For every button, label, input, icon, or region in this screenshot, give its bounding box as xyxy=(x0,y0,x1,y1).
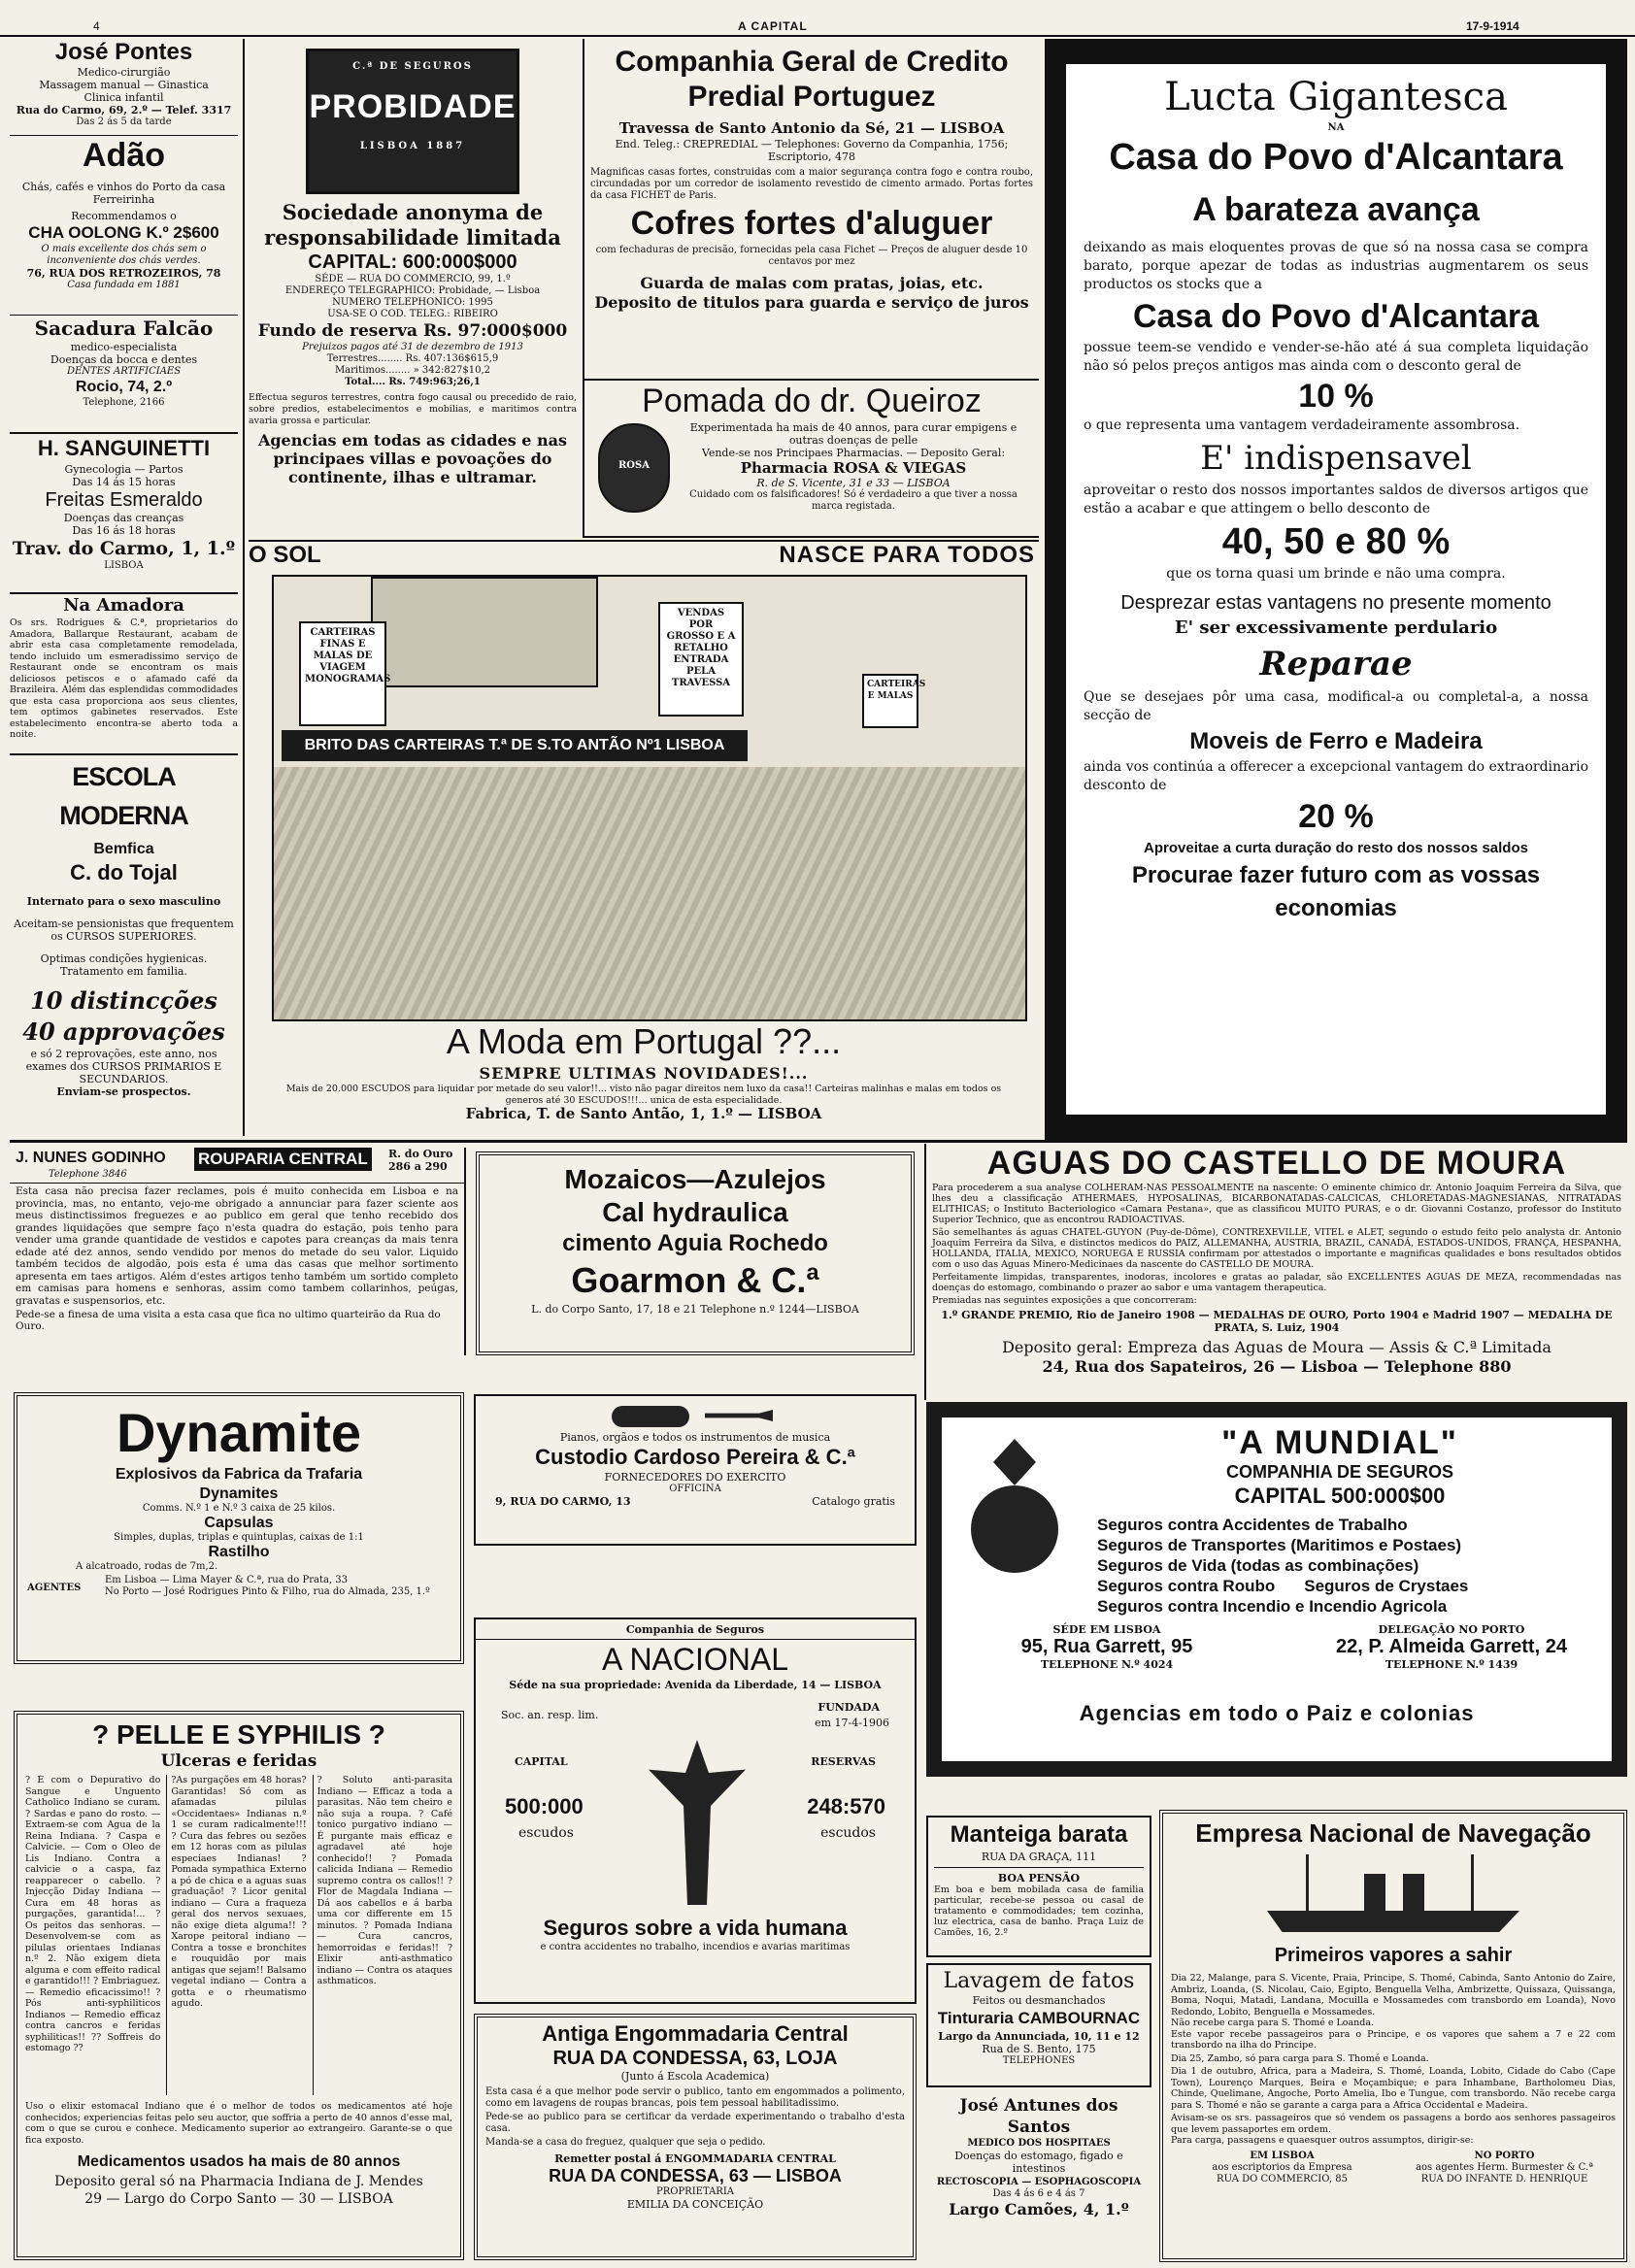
credito-luggage: Guarda de malas com pratas, joias, etc. xyxy=(640,274,984,292)
adao-line: Recommendamos o xyxy=(71,210,177,222)
nacional-capital-unit: escudos xyxy=(518,1825,574,1841)
credito-telegraph: End. Teleg.: CREPREDIAL — Telephones: Governo da Companhia, 1756; Escriptorio, 478 xyxy=(615,138,1009,163)
brito-sign-right-text: VENDAS POR GROSSO E A RETALHO ENTRADA PELA TRAVESSA xyxy=(666,608,736,688)
probidade-line: Maritimos........ » 342:827$10,2 xyxy=(334,365,491,376)
queiroz-line: Vende-se nos Principaes Pharmacias. — Deposito Geral: xyxy=(701,447,1006,459)
sanguinetti-doctor: Freitas Esmeraldo xyxy=(45,489,203,511)
roupa-owner: J. NUNES GODINHO xyxy=(16,1150,166,1166)
navegacao-porto-label: NO PORTO xyxy=(1474,2150,1535,2161)
alcantara-headline: A barateza avança xyxy=(1192,191,1480,228)
brito-sign-small-text: CARTEIRAS E MALAS xyxy=(867,680,926,701)
pelle-address: 29 — Largo do Corpo Santo — 30 — LISBOA xyxy=(84,2191,393,2207)
brito-address: Fabrica, T. de Santo Antão, 1, 1.º — LISBOA xyxy=(465,1105,822,1122)
queiroz-title: Pomada do dr. Queiroz xyxy=(642,383,982,419)
escola-line: Internato para o sexo masculino xyxy=(26,895,221,908)
pelle-tagline: Medicamentos usados ha mais de 80 annos xyxy=(77,2153,401,2170)
ad-aguas-moura xyxy=(924,1144,1627,1400)
escola-distinctions: 10 distincções xyxy=(30,986,217,1015)
queiroz-seal-text: ROSA xyxy=(617,460,650,471)
engommadaria-name: Antiga Engommadaria Central xyxy=(542,2021,849,2046)
nacional-founded-label: FUNDADA xyxy=(818,1701,880,1714)
engommadaria-owner: EMILIA DA CONCEIÇÃO xyxy=(626,2198,764,2211)
santos-title: MEDICO DOS HOSPITAES xyxy=(967,2138,1111,2149)
mundial-title: "A MUNDIAL" xyxy=(1221,1424,1458,1461)
mundial-porto-phone: TELEPHONE N.º 1439 xyxy=(1385,1658,1518,1671)
navegacao-lisbon-address: RUA DO COMMERCIO, 85 xyxy=(1217,2173,1348,2185)
dynamite-product: Dynamites xyxy=(199,1485,279,1502)
mundial-insurance-crystal: Seguros de Crystaes xyxy=(1304,1577,1469,1595)
ship-illustration xyxy=(1267,1854,1519,1942)
escola-prospectus: Enviam-se prospectos. xyxy=(56,1085,191,1098)
alcantara-reparae: Reparae xyxy=(1259,645,1413,684)
santos-address: Largo Camões, 4, 1.º xyxy=(949,2200,1129,2218)
dynamite-agents-label: AGENTES xyxy=(27,1583,82,1593)
escola-line: Optimas condições hygienicas. Tratamento em familia. xyxy=(40,952,208,978)
alcantara-moveis: Moveis de Ferro e Madeira xyxy=(1189,728,1483,754)
sanguinetti-line: Gynecologia — Partos xyxy=(64,463,184,476)
pensao-text: Em boa e bem mobilada casa de familia particular, recebe-se pessoa ou casal de tratamento e commodidades; tem cozinha, luz electrica, casa de banho. Praça Luiz de Camões, 16, 2.º xyxy=(934,1884,1144,1938)
engommadaria-text: Pede-se ao publico para se certificar da verdade experimentando o trabalho d'esta casa. xyxy=(485,2112,905,2134)
lavagem-title: Lavagem de fatos xyxy=(943,1969,1135,1993)
nacional-life-insurance: Seguros sobre a vida humana xyxy=(543,1916,848,1940)
newspaper-name: A CAPITAL xyxy=(738,19,808,33)
escola-line: e só 2 reprovações, este anno, nos exames dos CURSOS PRIMARIOS E SECUNDARIOS. xyxy=(25,1048,222,1085)
ad-casa-povo-alcantara xyxy=(1045,39,1627,1140)
probidade-reserve: Fundo de reserva Rs. 97:000$000 xyxy=(257,321,568,341)
dynamite-title: Dynamite xyxy=(116,1402,362,1463)
navegacao-lisbon-office: aos escriptorios da Empresa xyxy=(1212,2161,1352,2173)
roupa-phone: Telephone 3846 xyxy=(49,1169,127,1180)
probidade-line: SÉDE — RUA DO COMMERCIO, 99, 1.º xyxy=(315,274,511,284)
queiroz-address: R. de S. Vicente, 31 e 33 — LISBOA xyxy=(756,477,951,489)
sanguinetti-line: Doenças das creanças xyxy=(63,512,184,524)
adao-address: 76, RUA DOS RETROZEIROS, 78 xyxy=(26,267,221,280)
alcantara-aproveitae: Aproveitae a curta duração do resto dos nossos saldos xyxy=(1144,840,1528,856)
probidade-line: ENDEREÇO TELEGRAPHICO: Probidade, — Lisboa xyxy=(284,285,541,296)
mozaicos-company: Goarmon & C.ª xyxy=(571,1260,819,1300)
amadora-text: Os srs. Rodrigues & C.ª, proprietarios do Amadora, Ballarque Restaurant, acabam de abrir esta casa completamente remodelada, tendo incluido um esmeradissimo serviço de Restaurant onde se encontram os mais deliciosos petiscos e o afamado café da Brazileira. Além das esplendidas commodidades que esta casa proporciona aos seus clientes, tem optimos gabinetes reservados. Este estabelecimento encontra-se aberto toda a noite. xyxy=(10,617,238,740)
pontes-name: José Pontes xyxy=(54,39,193,65)
trumpet-icon xyxy=(705,1410,773,1421)
brito-storefront-banner xyxy=(282,730,748,761)
mundial-insurance-list xyxy=(1097,1515,1602,1617)
mundial-inner xyxy=(942,1418,1612,1761)
mundial-insurance-item: Seguros contra Accidentes de Trabalho xyxy=(1097,1516,1408,1534)
roupa-last: Pede-se a finesa de uma visita a esta casa que fica no ultimo quarteirão da Rua do Ouro. xyxy=(16,1309,441,1332)
nacional-founded-date: em 17-4-1906 xyxy=(815,1717,889,1729)
ad-escola-moderna xyxy=(10,757,238,1134)
probidade-line: NUMERO TELEPHONICO: 1995 xyxy=(332,297,493,308)
ad-brito-carteiras xyxy=(249,540,1039,1140)
probidade-total: Total.... Rs. 749:963;26,1 xyxy=(345,377,481,387)
page-date: 17-9-1914 xyxy=(1466,19,1519,33)
moura-address: 24, Rua dos Sapateiros, 26 — Lisboa — Telephone 880 xyxy=(1042,1357,1512,1376)
probidade-line: Effectua seguros terrestres, contra fogo causal ou precedido de raio, sobre predios, estabelecimentos e mobilias, e maritimos contra avaria grossa e particular. xyxy=(249,392,577,426)
column-rule xyxy=(243,39,245,1136)
nacional-company-type: Soc. an. resp. lim. xyxy=(501,1709,599,1721)
ad-engommadaria-central xyxy=(474,2014,917,2260)
brito-emblem xyxy=(371,577,598,687)
custodio-catalogue: Catalogo gratis xyxy=(812,1495,895,1508)
adao-line: O mais excellente dos chás sem o inconveniente dos chás verdes. xyxy=(41,244,207,266)
sacadura-line: DENTES ARTIFICIAES xyxy=(66,366,182,377)
roupa-shop-name xyxy=(194,1148,372,1171)
brito-crowd xyxy=(274,767,1025,1019)
navegacao-paragraph: Dia 25, Zambo, só para carga para S. Thomé e Loanda. xyxy=(1171,2052,1429,2064)
engommadaria-address-2: RUA DA CONDESSA, 63 — LISBOA xyxy=(549,2166,842,2185)
pontes-line: Clinica infantil xyxy=(83,91,164,104)
mundial-insurance-item: Seguros de Transportes (Maritimos e Postaes) xyxy=(1097,1536,1462,1554)
alcantara-title: Lucta Gigantesca xyxy=(1164,75,1508,119)
alcantara-discount-10: 10 % xyxy=(1298,378,1374,415)
dynamite-agent: No Porto — José Rodrigues Pinto & Filho, rua do Almada, 235, 1.º xyxy=(105,1586,430,1597)
navegacao-offices xyxy=(1171,2151,1616,2185)
mundial-porto-label: DELEGAÇÃO NO PORTO xyxy=(1378,1623,1525,1636)
brito-slogan-right: NASCE PARA TODOS xyxy=(779,542,1035,568)
sacadura-line: medico-especialista xyxy=(70,341,178,353)
ad-adao xyxy=(10,136,238,316)
pelle-column: ? Soluto anti-parasita Indiano — Efficaz a toda a parasitas. Não tem cheiro e não suja a roupa. ? Café tonico purgativo indiano — É purgante mais efficaz e agradavel até hoje conhecido!! ? Pomada calicida Indiana — Remedio supremo contra os callos!! ? Flor de Magdala Indiana — Dá aos cabellos e á barba uma cor differente em 15 minutos. ? Pomada Indiana — Cura cancros, hemorroidas e feridas!! ? Elixir anti-asthmatico indiano — Contra os ataques asthmaticos. xyxy=(313,1775,452,2095)
custodio-instruments xyxy=(476,1402,915,1431)
dynamite-line: Comms. N.º 1 e N.º 3 caixa de 25 kilos. xyxy=(142,1503,336,1514)
mundial-subtitle: COMPANHIA DE SEGUROS xyxy=(1225,1462,1454,1482)
queiroz-seal xyxy=(598,423,670,513)
ad-a-mundial xyxy=(926,1402,1627,1777)
ad-pomada-queiroz xyxy=(583,381,1039,538)
roupa-shop-label: ROUPARIA CENTRAL xyxy=(198,1150,368,1168)
nacional-reserve-unit: escudos xyxy=(820,1825,876,1841)
navegacao-porto-address: RUA DO INFANTE D. HENRIQUE xyxy=(1420,2173,1588,2185)
page-number: 4 xyxy=(93,19,100,33)
custodio-company: Custodio Cardoso Pereira & C.ª xyxy=(535,1445,855,1469)
mundial-agencies: Agencias em todo o Paiz e colonias xyxy=(1079,1701,1475,1725)
santos-hours: Das 4 ás 6 e 4 ás 7 xyxy=(992,2188,1085,2199)
probidade-logo xyxy=(306,49,519,194)
engommadaria-text: Esta casa é a que melhor pode servir o publico, tanto em engommados a polimento, como em lavagens de roupas brancas, pois tem pessoal habilitadissimo. xyxy=(485,2086,905,2109)
adao-founded: Casa fundada em 1881 xyxy=(67,280,181,290)
moura-prizes: 1.º GRANDE PREMIO, Rio de Janeiro 1908 — MEDALHAS DE OURO, Porto 1904 e Madrid 1907 — MEDALHA DE PRATA, S. Luiz, 1904 xyxy=(941,1309,1613,1334)
engommadaria-address: RUA DA CONDESSA, 63, LOJA xyxy=(552,2048,838,2069)
nacional-capital-value: 500:000 xyxy=(505,1794,584,1818)
sanguinetti-city: LISBOA xyxy=(104,560,144,571)
mundial-insurance-item xyxy=(1097,1576,1602,1596)
alcantara-na: NA xyxy=(1327,122,1345,133)
brito-subheadline: SEMPRE ULTIMAS NOVIDADES!... xyxy=(479,1064,809,1083)
alcantara-discount-big: 40, 50 e 80 % xyxy=(1221,521,1451,562)
ad-na-amadora xyxy=(10,594,238,755)
probidade-line: Prejuizos pagos até 31 de dezembro de 1913 xyxy=(302,342,523,352)
mundial-porto-address: 22, P. Almeida Garrett, 24 xyxy=(1336,1636,1567,1657)
pelle-title: ? PELLE E SYPHILIS ? xyxy=(92,1719,385,1750)
custodio-line: Pianos, orgãos e todos os instrumentos de musica xyxy=(559,1431,831,1444)
pelle-column: ? É com o Depurativo do Sangue e Unguento Catholico Indiano se curam. ? Sardas e pano do rosto. — Extraem-se com Agua de la Reina Indiana. ? Caspa e Calvicie. — Com o Oleo de Lis Indiano. Contra a calvicie o a caspa, faz reapparecer o cabello. ? Injecção Diday Indiana — Cura em 48 horas as purgações, garantida!... ? Os peitos das senhoras. — Desenvolvem-se com as pilulas orientaes Indianas n.º 2. Não exigem dieta alguma e com effeito radical e garantido!!! ? Embriaguez. — Remedio eficacissimo!! ? Pós anti-syphiliticos Indianos — Remedio efficaz contra cancros e feridas syphiliticas!! ?? Soffreis do estomago ?? xyxy=(25,1775,161,2053)
dynamite-product: Capsulas xyxy=(204,1515,274,1531)
alcantara-store: Casa do Povo d'Alcantara xyxy=(1109,137,1563,178)
ad-lavagem-fatos xyxy=(926,1963,1151,2087)
credito-title: Companhia Geral de Credito Predial Portuguez xyxy=(615,46,1009,113)
alcantara-text: que os torna quasi um brinde e não uma compra. xyxy=(1166,566,1506,582)
probidade-logo-sub: LISBOA 1887 xyxy=(359,141,466,151)
alcantara-text: aproveitar o resto dos nossos importantes saldos de diversos artigos que estão a acabar e que attingem o bello desconto de xyxy=(1084,483,1588,517)
mozaicos-line: Cal hydraulica xyxy=(602,1197,788,1227)
ad-sanguinetti xyxy=(10,434,238,594)
moura-paragraph: São semelhantes ás aguas CHATEL-GUYON (Puy-de-Dôme), CONTREXEVILLE, VITEL e ALET, segundo o estudo feito pelo analysta dr. Antonio Joaquim Ferreira da Silva, e distinctos medicos do PAIZ, ALLEMANHA, AUSTRIA, BRAZIL, CANADÁ, ESTADOS-UNIDOS, FRANÇA, HESPANHA, HOLLANDA, ITALIA, MEXICO, NORUEGA E RUSSIA confirmam por attestados o importante e magnificas qualidades e bons resultados obtidos com o uso das Aguas Minero-Medicinaes da nascente do CASTELLO DE MOURA. xyxy=(932,1227,1621,1270)
probidade-company-type: Sociedade anonyma de responsabilidade limitada xyxy=(264,200,561,250)
violin-icon xyxy=(612,1406,689,1427)
roupa-text: Esta casa não precisa fazer reclames, pois é muito conhecida em Lisboa e na provincia, mas, no entanto, vejo-me obrigado a annunciar para fazer sciente aos meus distinctissimos freguezes e ao publico em geral que tenho recebido dos grandes liquidações que sempre faço n'esta quadra do estação, pois tenho para vender uma grande quantidade de vestidos e capotes para creanças da mais tenra edade até dez annos, sendo vendido por menos do metade do seu valor. Liquido também tecidos de algodão, pois esta é uma das casas que melhor sortimento apresenta em taes artigos. Além d'estes artigos tenho também um sortido completo em camisas para homens e senhoras, assim como tambem collarinhos, peúgas, gravatas e suspensorios, etc. xyxy=(16,1185,458,1307)
brito-sign-right xyxy=(658,602,744,717)
ad-antunes-santos xyxy=(926,2091,1151,2262)
dynamite-product: Rastilho xyxy=(208,1544,270,1560)
queiroz-pharmacy: Pharmacia ROSA & VIEGAS xyxy=(740,459,967,477)
mozaicos-line: Mozaicos—Azulejos xyxy=(564,1164,826,1194)
escola-place: C. do Tojal xyxy=(70,860,178,884)
nacional-reserve-label: RESERVAS xyxy=(811,1755,876,1768)
queiroz-warning: Cuidado com os falsificadores! Só é verdadeiro a que tiver a nossa marca registada. xyxy=(689,489,1018,512)
roupa-header xyxy=(10,1148,464,1184)
engommadaria-owner-label: PROPRIETARIA xyxy=(655,2186,734,2197)
credito-deposit: Deposito de titulos para guarda e serviço de juros xyxy=(594,293,1029,312)
ad-probidade xyxy=(249,39,577,551)
sacadura-address: Rocio, 74, 2.º xyxy=(75,379,173,395)
probidade-logo-top: C.ª DE SEGUROS xyxy=(352,61,473,72)
lavagem-subtitle: Feitos ou desmanchados xyxy=(972,1994,1106,2007)
alcantara-store-2: Casa do Povo d'Alcantara xyxy=(1132,298,1540,335)
pelle-subtitle: Ulceras e feridas xyxy=(160,1751,317,1771)
page-header xyxy=(0,17,1635,37)
engommadaria-text: Manda-se a casa do freguez, qualquer que seja o pedido. xyxy=(485,2137,766,2148)
navegacao-porto-agents: aos agentes Herm. Burmester & C.ª xyxy=(1416,2161,1593,2173)
probidade-line: Terrestres........ Rs. 407:136$615,9 xyxy=(326,353,499,364)
credito-vaults: Magnificas casas fortes, construidas com a maior segurança contra fogo e contra roubo, circundadas por um corredor de isolamento revestido de cimento armado. Portas fortes da casa FICHET de Paris. xyxy=(590,167,1033,201)
sanguinetti-line: Das 14 ás 15 horas xyxy=(72,476,176,488)
santos-specialty-2: RECTOSCOPIA — ESOPHAGOSCOPIA xyxy=(936,2177,1142,2187)
santos-name: José Antunes dos Santos xyxy=(959,2096,1118,2137)
ad-jose-pontes xyxy=(10,39,238,136)
ad-rouparia-central xyxy=(10,1148,466,1355)
adao-name: Adão xyxy=(83,137,165,174)
mundial-lisbon-address: 95, Rua Garrett, 95 xyxy=(1020,1636,1193,1657)
nacional-angel-icon xyxy=(649,1740,746,1905)
manteiga-address: RUA DA GRAÇA, 111 xyxy=(934,1851,1144,1868)
manteiga-title: Manteiga barata xyxy=(950,1821,1128,1848)
custodio-line: FORNECEDORES DO EXERCITO xyxy=(604,1471,786,1484)
ad-manteiga-barata xyxy=(926,1816,1151,1957)
ad-pelle-syphilis xyxy=(14,1711,464,2260)
brito-text: Mais de 20.000 ESCUDOS para liquidar por metade do seu valor!!... visto não pagar direitos nem luxo da casa!! Carteiras malinhas e malas em todos os generos até 30 ESCUDOS!!!... unica de esta especialidade. xyxy=(285,1084,1002,1106)
dynamite-agent: Em Lisboa — Lima Mayer & C.ª, rua do Prata, 33 xyxy=(105,1575,349,1585)
mundial-lisbon-phone: TELEPHONE N.º 4024 xyxy=(1040,1658,1174,1671)
pensao-title: BOA PENSÃO xyxy=(997,1872,1081,1884)
credito-safes: Cofres fortes d'aluguer xyxy=(630,205,993,242)
moura-paragraph: Para procederem a sua analyse COLHERAM-NAS PESSOALMENTE na nascente: O eminente chimico dr. Antonio Joaquim Ferreira da Silva, que lhes deu a classificação ATHERMAES, HYPOSALINAS, BICARBONATADAS-CALCICAS, CHLORETADAS-MAGNESIANAS, NITRATADAS ELITHICAS; o Instituto Bacteriologico «Camara Pestana», que as classificou MUITO PURAS, e o dr. Giovanni Costanzo, professor do Instituto Superior Technico, que as encontrou RADIOACTIVAS. xyxy=(932,1183,1621,1225)
sacadura-name: Sacadura Falcão xyxy=(34,317,214,340)
lavagem-phones: TELEPHONES xyxy=(1002,2055,1076,2066)
brito-sign-left-text: CARTEIRAS FINAS E MALAS DE VIAGEM MONOGRAMAS xyxy=(305,627,391,684)
ad-mozaicos-goarmon xyxy=(476,1151,915,1355)
ad-a-nacional xyxy=(474,1618,917,2004)
probidade-agencies: Agencias em todas as cidades e nas principaes villas e povoações do continente, ilhas e ultramar. xyxy=(257,431,568,486)
mundial-insurance-item: Seguros de Vida (todas as combinações) xyxy=(1097,1556,1419,1575)
engommadaria-landmark: (Junto á Escola Academica) xyxy=(620,2070,770,2083)
queiroz-line: Experimentada ha mais de 40 annos, para curar empigens e outras doenças de pelle xyxy=(689,421,1018,447)
sanguinetti-address: Trav. do Carmo, 1, 1.º xyxy=(12,538,236,559)
pelle-note: Uso o elixir estomacal Indiano que é o melhor de todos os medicamentos até hoje conhecidos; experiencias feitas pelo seu auctor, que soffria a perto de 40 annos d'esse mal, com o que se curou e conhece. Medicamento superior ao extrangeiro. Garante-se o que fica exposto. xyxy=(25,2101,452,2146)
credito-prices: com fechaduras de precisão, fornecidas pela casa Fichet — Preços de aluguer desde 10 centavos por mez xyxy=(595,245,1028,267)
adao-line: Chás, cafés e vinhos do Porto da casa Ferreirinha xyxy=(21,181,226,206)
amadora-title: Na Amadora xyxy=(63,595,184,616)
mundial-capital: CAPITAL 500:000$00 xyxy=(1234,1484,1446,1508)
roupa-address: R. do Ouro 286 a 290 xyxy=(388,1148,453,1173)
pontes-line: Massagem manual — Ginastica xyxy=(39,79,209,91)
alcantara-indispensavel: E' indispensavel xyxy=(1200,439,1472,478)
nacional-label: Companhia de Seguros xyxy=(476,1623,915,1640)
mundial-insurance-robbery: Seguros contra Roubo xyxy=(1097,1577,1276,1595)
navegacao-lisbon-label: EM LISBOA xyxy=(1250,2150,1315,2161)
lavagem-shop: Tinturaria CAMBOURNAC xyxy=(937,2009,1141,2027)
brito-slogan-left: O SOL xyxy=(249,542,321,568)
navegacao-title: Empresa Nacional de Navegação xyxy=(1195,1818,1591,1848)
dynamite-line: Simples, duplas, triplas e quintuplas, caixas de 1:1 xyxy=(114,1532,364,1543)
alcantara-procurae: Procurae fazer futuro com as vossas economias xyxy=(1131,862,1541,921)
pontes-address: Rua do Carmo, 69, 2.º — Telef. 3317 xyxy=(16,104,232,117)
pontes-line: Medico-cirurgião xyxy=(77,66,171,79)
mozaicos-line: cimento Aguia Rochedo xyxy=(562,1230,828,1256)
escola-line: Aceitam-se pensionistas que frequentem os CURSOS SUPERIORES. xyxy=(14,917,234,943)
alcantara-text: o que representa uma vantagem verdadeiramente assombrosa. xyxy=(1084,417,1520,433)
navegacao-paragraph: Avisam-se os srs. passageiros que só vendem os passagens a bordo aos senhores passageiros que levem passaportes em ordem. xyxy=(1171,2113,1616,2135)
mundial-lisbon xyxy=(961,1623,1252,1671)
probidade-capital: CAPITAL: 600:000$000 xyxy=(308,251,517,273)
sacadura-line: Doenças da bocca e dentes xyxy=(50,353,198,366)
nacional-capital-label: CAPITAL xyxy=(515,1755,568,1768)
escola-name: ESCOLA MODERNA xyxy=(59,762,188,830)
adao-product: CHA OOLONG K.º 2$600 xyxy=(28,223,219,242)
lavagem-address: Largo da Annunciada, 10, 11 e 12 xyxy=(938,2030,1140,2043)
credito-address: Travessa de Santo Antonio da Sé, 21 — LISBOA xyxy=(618,119,1005,137)
alcantara-text: Que se desejaes pôr uma casa, modifical-a ou completal-a, a nossa secção de xyxy=(1084,689,1588,723)
brito-illustration xyxy=(272,575,1027,1021)
pelle-column: ?As purgações em 48 horas? Garantidas! Só com as afamadas pilulas «Occidentaes» Indianas n.º 1 se curam radicalmente!!! ? Cura das febres ou sezões em 12 horas com as pilulas especiaes Indianas! ? Pomada sympathica Externo a pó de chica e a aguas suas graduação! ? Licor genital indiano — Cura a fraqueza geral dos nervos sexuaes, não exige dieta alguma!! ? Xarope peitoral indiano — Contra a tosse e bronchites e rouquidão por mais antigas que sejam!! Balsamo vegetal indiano — Contra a gotta e o rheumatismo agudo. xyxy=(166,1775,306,2095)
ad-sacadura-falcao xyxy=(10,316,238,434)
mundial-porto xyxy=(1301,1623,1602,1671)
dynamite-line: A alcatroado, rodas de 7m,2. xyxy=(76,1561,218,1572)
sanguinetti-line: Das 16 ás 18 horas xyxy=(72,524,176,537)
pelle-columns xyxy=(25,1775,452,2095)
sanguinetti-name: H. SANGUINETTI xyxy=(37,436,211,460)
pontes-hours: Das 2 ás 5 da tarde xyxy=(76,117,172,127)
mundial-eagle-icon xyxy=(961,1427,1068,1573)
navegacao-subtitle: Primeiros vapores a sahir xyxy=(1274,1945,1513,1966)
dynamite-subtitle: Explosivos da Fabrica da Trafaria xyxy=(115,1466,363,1483)
ad-navegacao xyxy=(1159,1810,1627,2262)
escola-approvals: 40 approvações xyxy=(22,1017,225,1046)
mundial-insurance-item: Seguros contra Incendio e Incendio Agricola xyxy=(1097,1597,1448,1616)
nacional-address: Séde na sua propriedade: Avenida da Liberdade, 14 — LISBOA xyxy=(509,1679,882,1691)
navegacao-paragraph: Dia 22, Malange, para S. Vicente, Praia, Principe, S. Thomé, Cabinda, Santo Antonio do Zaire, Ambriz, Loanda, (S. Nicolau, Caio, Egipto, Benguella Velha, Ambrizette, Quissaza, Quissanga, Boma, Noqui, Matadi, Landana, Mocuilla e Mossamedes com transbordo em Loanda), Novo Redondo, Lobito, Benguella e Mossamedes. xyxy=(1171,1973,1616,2018)
moura-paragraph: Premiadas nas seguintes exposições a que concorreram: xyxy=(932,1295,1197,1306)
probidade-logo-name: PROBIDADE xyxy=(309,88,517,125)
ad-dynamite xyxy=(14,1392,464,1664)
section-rule xyxy=(10,1140,1627,1143)
nacional-other-insurance: e contra accidentes no trabalho, incendios e avarias maritimas xyxy=(540,1942,851,1952)
sacadura-phone: Telephone, 2166 xyxy=(83,397,165,408)
moura-deposit: Deposito geral: Empreza das Aguas de Moura — Assis & C.ª Limitada xyxy=(1002,1338,1552,1356)
custodio-line: OFFICINA xyxy=(669,1484,721,1494)
alcantara-warning-2: E' ser excessivamente perdulario xyxy=(1174,617,1498,638)
navegacao-paragraph: Não recebe carga para S. Thomé e Loanda. xyxy=(1171,2018,1375,2028)
navegacao-paragraph: Para carga, passagens e quaesquer outros assumptos, dirigir-se: xyxy=(1171,2135,1474,2146)
alcantara-warning: Desprezar estas vantagens no presente momento xyxy=(1120,592,1552,614)
brito-banner-text: BRITO DAS CARTEIRAS T.ª DE S.TO ANTÃO Nº1 LISBOA xyxy=(304,737,725,753)
alcantara-text: ainda vos continúa a offerecer a excepcional vantagem do extraordinario desconto de xyxy=(1084,759,1588,793)
brito-headline: A Moda em Portugal ??... xyxy=(446,1021,842,1061)
custodio-address: 9, RUA DO CARMO, 13 xyxy=(495,1495,631,1508)
nacional-title: A NACIONAL xyxy=(601,1642,789,1677)
alcantara-text: possue teem-se vendido e vender-se-hão até á sua completa liquidação não só pelos preços antigos mas ainda com o desconto geral de xyxy=(1084,340,1588,374)
mundial-lisbon-label: SÉDE EM LISBOA xyxy=(1052,1623,1161,1636)
ad-credito-predial xyxy=(583,39,1039,381)
nacional-reserve-value: 248:570 xyxy=(807,1794,885,1818)
brito-sign-left xyxy=(299,621,391,726)
brito-sign-small xyxy=(862,674,926,728)
navegacao-paragraph: Este vapor recebe passageiros para o Principe, e os vapores que sahem a 7 e 22 com transbordo na ilha do Principe. xyxy=(1171,2028,1616,2051)
alcantara-text: deixando as mais eloquentes provas de que só na nossa casa se compra barato, porque apezar de todas as industrias augmentarem os seus productos os stocks que a xyxy=(1084,240,1588,292)
alcantara-discount-20: 20 % xyxy=(1298,798,1374,835)
pelle-deposit: Deposito geral só na Pharmacia Indiana de J. Mendes xyxy=(54,2174,423,2189)
lavagem-address-2: Rua de S. Bento, 175 xyxy=(982,2043,1096,2055)
probidade-line: USA-SE O COD. TELEG.: RIBEIRO xyxy=(327,309,498,319)
alcantara-inner xyxy=(1066,64,1606,1115)
moura-paragraph: Perfeitamente limpidas, transparentes, inodoras, incolores e gratas ao paladar, são EXCELLENTES AGUAS DE MEZA, recommendadas nas doenças do estomago, combinando o prazer ao sabor e uma vantagem therapeutica. xyxy=(932,1272,1621,1293)
mozaicos-address: L. do Corpo Santo, 17, 18 e 21 Telephone n.º 1244—LISBOA xyxy=(531,1303,859,1316)
navegacao-paragraph: Dia 1 de outubro, Africa, para a Madeira, S. Thomé, Loanda, Lobito, Cidade do Cabo (Cape Town), Lourenço Marques, Beira e Moçambique; e para Inhambane, Bartholomeu Dias, Chinde, Quelimane, Angoche, Porto Amelia, Ibo e Tungue, com transbordo. Não recebe carga para S. Thomé e não se garante a carga para a Africa Occidental e Madeira. xyxy=(1171,2066,1616,2111)
moura-title: AGUAS DO CASTELLO DE MOURA xyxy=(986,1145,1567,1182)
ad-custodio-cardoso xyxy=(474,1394,917,1546)
santos-specialty: Doenças do estomago, figado e intestinos xyxy=(954,2150,1123,2175)
escola-place: Bemfica xyxy=(93,841,154,857)
engommadaria-postal: Remetter postal á ENGOMMADARIA CENTRAL xyxy=(554,2152,836,2165)
